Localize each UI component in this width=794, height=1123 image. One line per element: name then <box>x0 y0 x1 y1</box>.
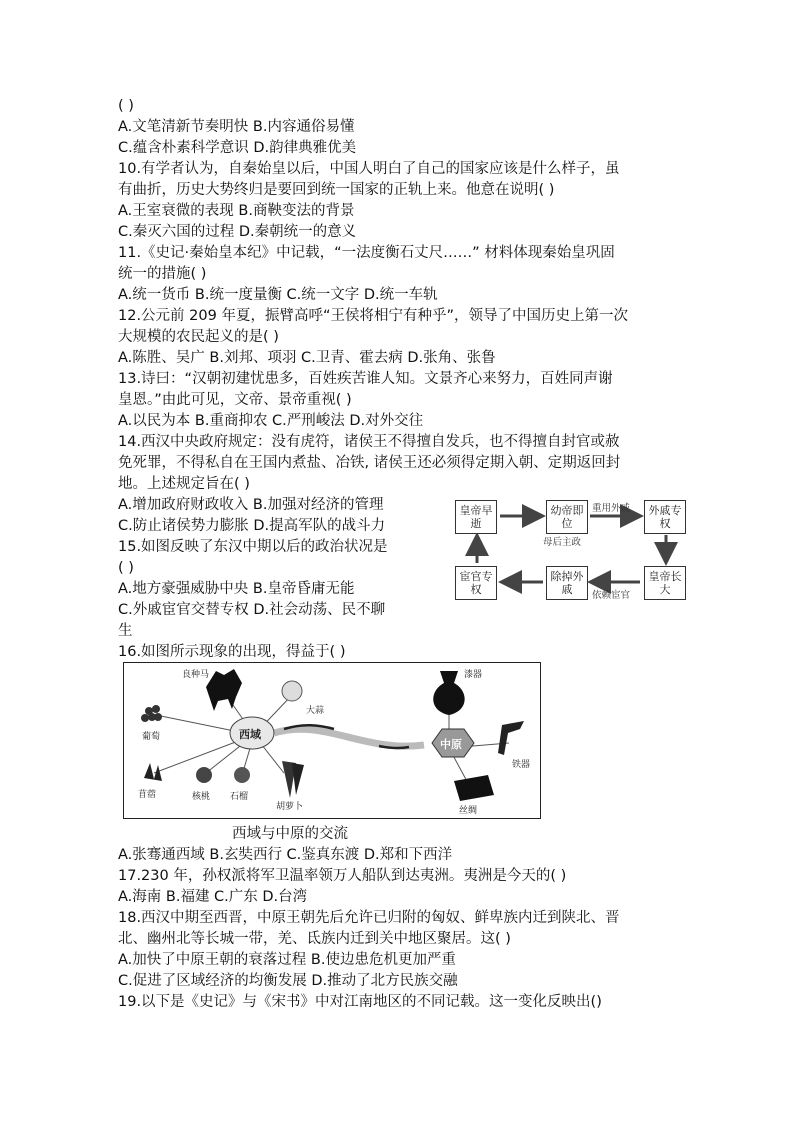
q17-text: 17.230 年，孙权派将军卫温率领万人船队到达夷洲。夷洲是今天的( ) <box>118 868 567 884</box>
q19-text: 19.以下是《史记》与《宋书》中对江南地区的不同记载。这一变化反映出() <box>118 994 602 1010</box>
box-young-emperor: 幼帝即位 <box>546 500 588 534</box>
q14-options-ab: A.增加政府财政收入 B.加强对经济的管理 <box>118 497 384 513</box>
q14-text-3: 地。上述规定旨在( ) <box>118 476 250 492</box>
q13-options: A.以民为本 B.重商抑农 C.严刑峻法 D.对外交往 <box>118 413 424 429</box>
q16-text: 16.如图所示现象的出现，得益于( ) <box>118 644 346 660</box>
q12-options: A.陈胜、吴广 B.刘邦、项羽 C.卫青、霍去病 D.张角、张鲁 <box>118 350 496 366</box>
q9-options-ab: A.文笔清新节奏明快 B.内容通俗易懂 <box>118 119 355 135</box>
box-eunuch-power: 宦官专权 <box>455 566 497 600</box>
q13-text-1: 13.诗曰：“汉朝初建忧患多，百姓疾苦谁人知。文景齐心来努力，百姓同声谢 <box>118 371 613 387</box>
q16-figure-caption: 西域与中原的交流 <box>232 826 348 842</box>
q15-text-2: ( ) <box>118 560 134 576</box>
q10-options-ab: A.王室衰微的表现 B.商鞅变法的背景 <box>118 203 355 219</box>
q10-options-cd: C.秦灭六国的过程 D.秦朝统一的意义 <box>118 224 357 240</box>
label-pomegranate: 石榴 <box>230 792 249 802</box>
q18-text-1: 18.西汉中期至西晋，中原王朝先后允许已归附的匈奴、鲜卑族内迁到陕北、晋 <box>118 910 620 926</box>
q17-options: A.海南 B.福建 C.广东 D.台湾 <box>118 889 308 905</box>
q10-text-2: 有曲折，历史大势终归是要回到统一国家的正轨上来。他意在说明( ) <box>118 182 555 198</box>
label-central-plains: 中原 <box>440 738 462 751</box>
q11-text-1: 11.《史记·秦始皇本纪》中记载，“一法度衡石丈尺……” 材料体现秦始皇巩固 <box>118 245 615 261</box>
q18-options-ab: A.加快了中原王朝的衰落过程 B.使边患危机更加严重 <box>118 952 456 968</box>
q12-text-2: 大规模的农民起义的是( ) <box>118 329 279 345</box>
label-horse: 良种马 <box>182 670 210 680</box>
label-carrot: 胡萝卜 <box>276 802 304 812</box>
box-consort-clan-power: 外戚专权 <box>644 500 686 534</box>
q18-options-cd: C.促进了区域经济的均衡发展 D.推动了北方民族交融 <box>118 973 458 989</box>
label-rely-consort: 重用外戚 <box>592 503 631 514</box>
q15-text-1: 15.如图反映了东汉中期以后的政治状况是 <box>118 539 388 555</box>
q9-options-cd: C.蕴含朴素科学意识 D.韵律典雅优美 <box>118 140 357 156</box>
label-lacquer: 漆器 <box>464 670 483 680</box>
label-garlic: 大蒜 <box>306 706 325 716</box>
q12-text-1: 12.公元前 209 年夏，振臂高呼“王侯将相宁有种乎”，领导了中国历史上第一次 <box>118 308 628 324</box>
q11-text-2: 统一的措施( ) <box>118 266 207 282</box>
q15-options-tail: 生 <box>118 623 133 639</box>
q15-options-ab: A.地方豪强威胁中央 B.皇帝昏庸无能 <box>118 581 355 597</box>
label-alfalfa: 苜蓿 <box>138 790 157 800</box>
label-iron: 铁器 <box>512 760 531 770</box>
q14-text-1: 14.西汉中央政府规定：没有虎符，诸侯王不得擅自发兵，也不得擅自封官或赦 <box>118 434 620 450</box>
label-rely-eunuch: 依赖宦官 <box>592 590 631 601</box>
box-emperor-early-death: 皇帝早逝 <box>455 500 497 534</box>
box-remove-consort: 除掉外戚 <box>546 566 588 600</box>
label-walnut: 核桃 <box>192 792 211 802</box>
q15-options-cd: C.外戚宦官交替专权 D.社会动荡、民不聊 <box>118 602 386 618</box>
q18-text-2: 北、幽州北等长城一带，羌、氐族内迁到关中地区聚居。这( ) <box>118 931 511 947</box>
q13-text-2: 皇恩。”由此可见，文帝、景帝重视( ) <box>118 392 352 408</box>
q14-text-2: 免死罪，不得私自在王国内煮盐、冶铁, 诸侯王还必须得定期入朝、定期返回封 <box>118 455 621 471</box>
label-empress-rules: 母后主政 <box>543 537 582 548</box>
q16-options: A.张骞通西域 B.玄奘西行 C.鉴真东渡 D.郑和下西洋 <box>118 847 453 863</box>
box-emperor-grown: 皇帝长大 <box>644 566 686 600</box>
q16-exchange-figure <box>123 662 541 819</box>
q14-options-cd: C.防止诸侯势力膨胀 D.提高军队的战斗力 <box>118 518 386 534</box>
q11-options: A.统一货币 B.统一度量衡 C.统一文字 D.统一车轨 <box>118 287 438 303</box>
exchange-illustration <box>124 663 540 818</box>
label-western-regions: 西域 <box>239 728 261 741</box>
label-grape: 葡萄 <box>142 732 161 742</box>
label-silk: 丝绸 <box>459 806 478 816</box>
q10-text-1: 10.有学者认为，自秦始皇以后，中国人明白了自己的国家应该是什么样子，虽 <box>118 161 620 177</box>
blank-paren: ( ) <box>118 98 134 114</box>
